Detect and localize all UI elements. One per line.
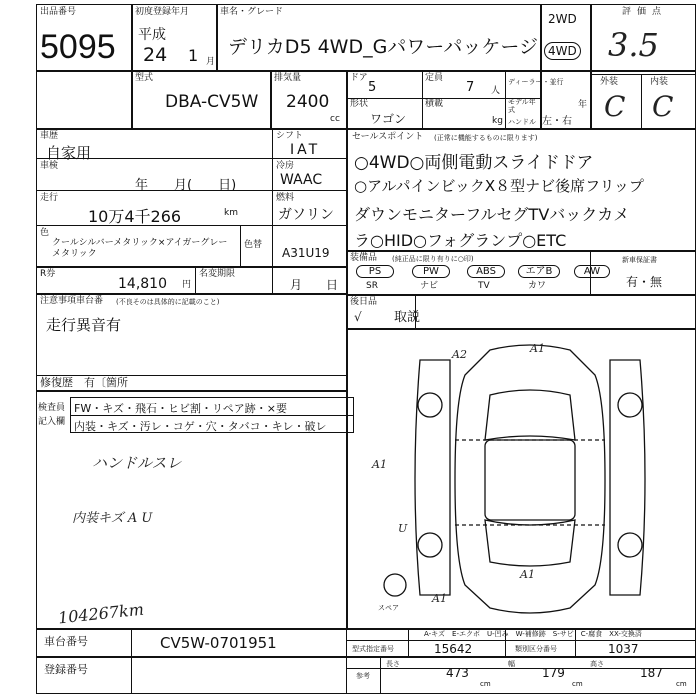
- equip-tv: TV: [478, 281, 490, 291]
- width-label: 幅: [508, 660, 515, 668]
- shift-label: シフト: [276, 131, 304, 141]
- equip-aw-text: AW: [583, 266, 601, 277]
- type-num-label: 型式指定番号: [352, 645, 394, 653]
- model-year-unit: 年: [578, 100, 588, 110]
- ref-label: 参考: [356, 672, 370, 680]
- type-num-value: 15642: [434, 642, 473, 656]
- equip-airbag: [518, 265, 560, 278]
- history-value: 自家用: [46, 144, 92, 162]
- car-rear-glass: [485, 520, 575, 566]
- drive-4wd-text: 4WD: [548, 44, 577, 58]
- equipment-label: 装備品: [350, 253, 378, 263]
- drive-2wd: 2WD: [548, 12, 577, 26]
- score-label: 評価点: [622, 7, 668, 17]
- equip-ps: [356, 265, 394, 278]
- chassis-label: 車台番号: [44, 635, 88, 648]
- sales-point-note: (正常に機能するものに限ります): [434, 134, 538, 142]
- equip-pw-text: PW: [423, 266, 439, 277]
- cap-label: 定員: [425, 73, 444, 83]
- height-value: 187: [640, 666, 663, 680]
- model-label: 車名・グレード: [220, 7, 284, 17]
- notes-value: 走行異音有: [46, 316, 122, 334]
- damage-legend: A-キズ E-エクボ U-凹み W-補修跡 S-サビ C-腐食 XX-交換済: [424, 630, 642, 638]
- color-code: A31U19: [282, 246, 330, 260]
- equip-navi: ナビ: [420, 281, 439, 291]
- chassis-value: CV5W-0701951: [160, 634, 277, 652]
- sales-point-line-3: ダウンモニターフルセグTVバックカメ: [354, 205, 630, 224]
- recycle-unit: 円: [182, 280, 192, 290]
- car-windshield: [485, 390, 575, 440]
- sales-point-label: セールスポイント: [352, 132, 424, 142]
- interior-label: 内装: [650, 77, 669, 87]
- cap-unit: 人: [491, 86, 501, 96]
- length-value: 473: [446, 666, 469, 680]
- height-label: 高さ: [590, 660, 604, 668]
- sales-point-line-4: ラ○HID○フォグランプ○ETC: [354, 231, 567, 250]
- handwritten-note-3: 内装キズ A U: [72, 511, 153, 526]
- width-value: 179: [542, 666, 565, 680]
- after-value: 取説: [394, 310, 421, 325]
- manual-label: 新車保証書: [622, 256, 657, 264]
- model-year-label: モデル年式: [508, 98, 536, 114]
- equip-pw: [412, 265, 450, 278]
- wheel-rear-left: [418, 533, 442, 557]
- manual-value: 有・無: [626, 275, 663, 289]
- notes-label: 注意事項車台番: [40, 296, 104, 306]
- equip-leather: カワ: [528, 281, 547, 291]
- term-value: 月 日: [290, 278, 339, 292]
- disp-label: 排気量: [274, 73, 302, 83]
- registration-era: 平成: [138, 27, 166, 43]
- handle-label: ハンドル: [508, 118, 536, 126]
- doors-value: 5: [368, 80, 377, 95]
- spare-tire: [384, 574, 406, 596]
- color-value: クールシルバーメタリック×アイガーグレーメタリック: [52, 238, 228, 259]
- mark-u: U: [398, 522, 408, 535]
- handle-value: 左・右: [542, 116, 572, 127]
- equip-ps-text: PS: [368, 266, 382, 277]
- mark-a1-rear: A1: [520, 568, 535, 581]
- shift-value: IAT: [290, 142, 321, 158]
- recycle-value: 14,810: [118, 276, 167, 292]
- handwritten-mileage: 104267km: [57, 599, 145, 628]
- drive-4wd: [544, 42, 581, 60]
- height-unit: cm: [676, 680, 687, 688]
- recycle-label: R券: [40, 269, 56, 279]
- mileage-label: 走行: [40, 193, 59, 203]
- weight-label: 積載: [425, 99, 444, 109]
- repair-history: 修復歴 有〔箇所: [40, 376, 128, 389]
- type-label: 型式: [135, 73, 154, 83]
- mark-a1-left: A1: [372, 458, 387, 471]
- wheel-rear-right: [618, 533, 642, 557]
- aircon-label: 冷房: [276, 161, 295, 171]
- registration-label: 初度登録年月: [135, 7, 190, 17]
- after-check: √: [354, 310, 362, 324]
- mark-a2: A2: [452, 348, 467, 361]
- registration-month: 1: [188, 46, 199, 65]
- disp-value: 2400: [286, 92, 330, 112]
- doors-label: ドア: [350, 73, 368, 83]
- mileage-unit: km: [224, 208, 238, 218]
- length-unit: cm: [480, 680, 491, 688]
- mark-a1-bottom: A1: [432, 592, 447, 605]
- exterior-label: 外装: [600, 77, 619, 87]
- type-value: DBA-CV5W: [165, 92, 259, 112]
- spare-label: スペア: [378, 604, 399, 612]
- fuel-value: ガソリン: [278, 207, 334, 223]
- color-code-label: 色替: [244, 240, 263, 250]
- class-label: 類別区分番号: [515, 645, 557, 653]
- equip-sr: SR: [366, 281, 378, 291]
- model-name: デリカD5 4WD_Gパワーパッケージ: [228, 36, 538, 58]
- score-value: 3.5: [608, 26, 659, 64]
- car-roof: [485, 440, 575, 520]
- equip-abs: [467, 265, 505, 278]
- fuel-label: 燃料: [276, 193, 295, 203]
- registration-year: 24: [143, 44, 168, 66]
- handwritten-note-1: ハンドルスレ: [92, 454, 182, 472]
- notes-sub: (不良そのは具体的に記載のこと): [116, 298, 220, 306]
- sales-point-line-1: ○4WD○両側電動スライドドア: [354, 153, 594, 173]
- shape-value: ワゴン: [370, 112, 407, 126]
- shape-label: 形状: [350, 99, 369, 109]
- inspection-label: 車検: [40, 161, 59, 171]
- term-label: 名変期限: [199, 269, 236, 279]
- inspection-value: 年 月( 日): [135, 178, 237, 193]
- registration-month-unit: 月: [206, 57, 216, 67]
- color-label: 色: [40, 228, 50, 238]
- mark-a1-top: A1: [530, 342, 545, 355]
- inspector-label-2: 記入欄: [38, 417, 66, 427]
- inspector-row-1: FW・キズ・飛石・ヒビ割・リペア跡・×要: [74, 402, 287, 415]
- car-left-side: [415, 360, 450, 595]
- weight-unit: kg: [492, 116, 503, 126]
- equip-airbag-text: エアB: [525, 266, 553, 277]
- dealer-label: ディーラー・並行: [508, 78, 564, 86]
- wheel-front-right: [618, 393, 642, 417]
- sales-point-line-2: ○アルパインビックX８型ナビ後席フリップ: [354, 177, 644, 195]
- lot-number: 5095: [40, 28, 116, 66]
- after-label: 後日品: [350, 297, 378, 307]
- car-diagram: [372, 340, 680, 620]
- disp-unit: cc: [330, 114, 340, 124]
- inspector-label-1: 検査員: [38, 403, 66, 413]
- class-num-value: 1037: [608, 642, 639, 656]
- history-label: 車歴: [40, 131, 59, 141]
- car-right-side: [610, 360, 645, 595]
- inspector-row-2: 内装・キズ・汚レ・コゲ・穴・タバコ・キレ・破レ: [74, 420, 327, 433]
- equipment-note: (純正品に限り有りに○印): [392, 255, 474, 263]
- length-label: 長さ: [386, 660, 400, 668]
- wheel-front-left: [418, 393, 442, 417]
- cap-value: 7: [466, 80, 475, 95]
- mileage-value: 10万4千266: [88, 207, 182, 226]
- aircon-value: WAAC: [280, 172, 323, 188]
- lot-label: 出品番号: [40, 7, 77, 17]
- equip-abs-text: ABS: [476, 266, 496, 277]
- exterior-score: C: [604, 90, 626, 123]
- width-unit: cm: [572, 680, 583, 688]
- interior-score: C: [652, 90, 674, 123]
- equip-aw: [574, 265, 610, 278]
- reg-label: 登録番号: [44, 663, 88, 676]
